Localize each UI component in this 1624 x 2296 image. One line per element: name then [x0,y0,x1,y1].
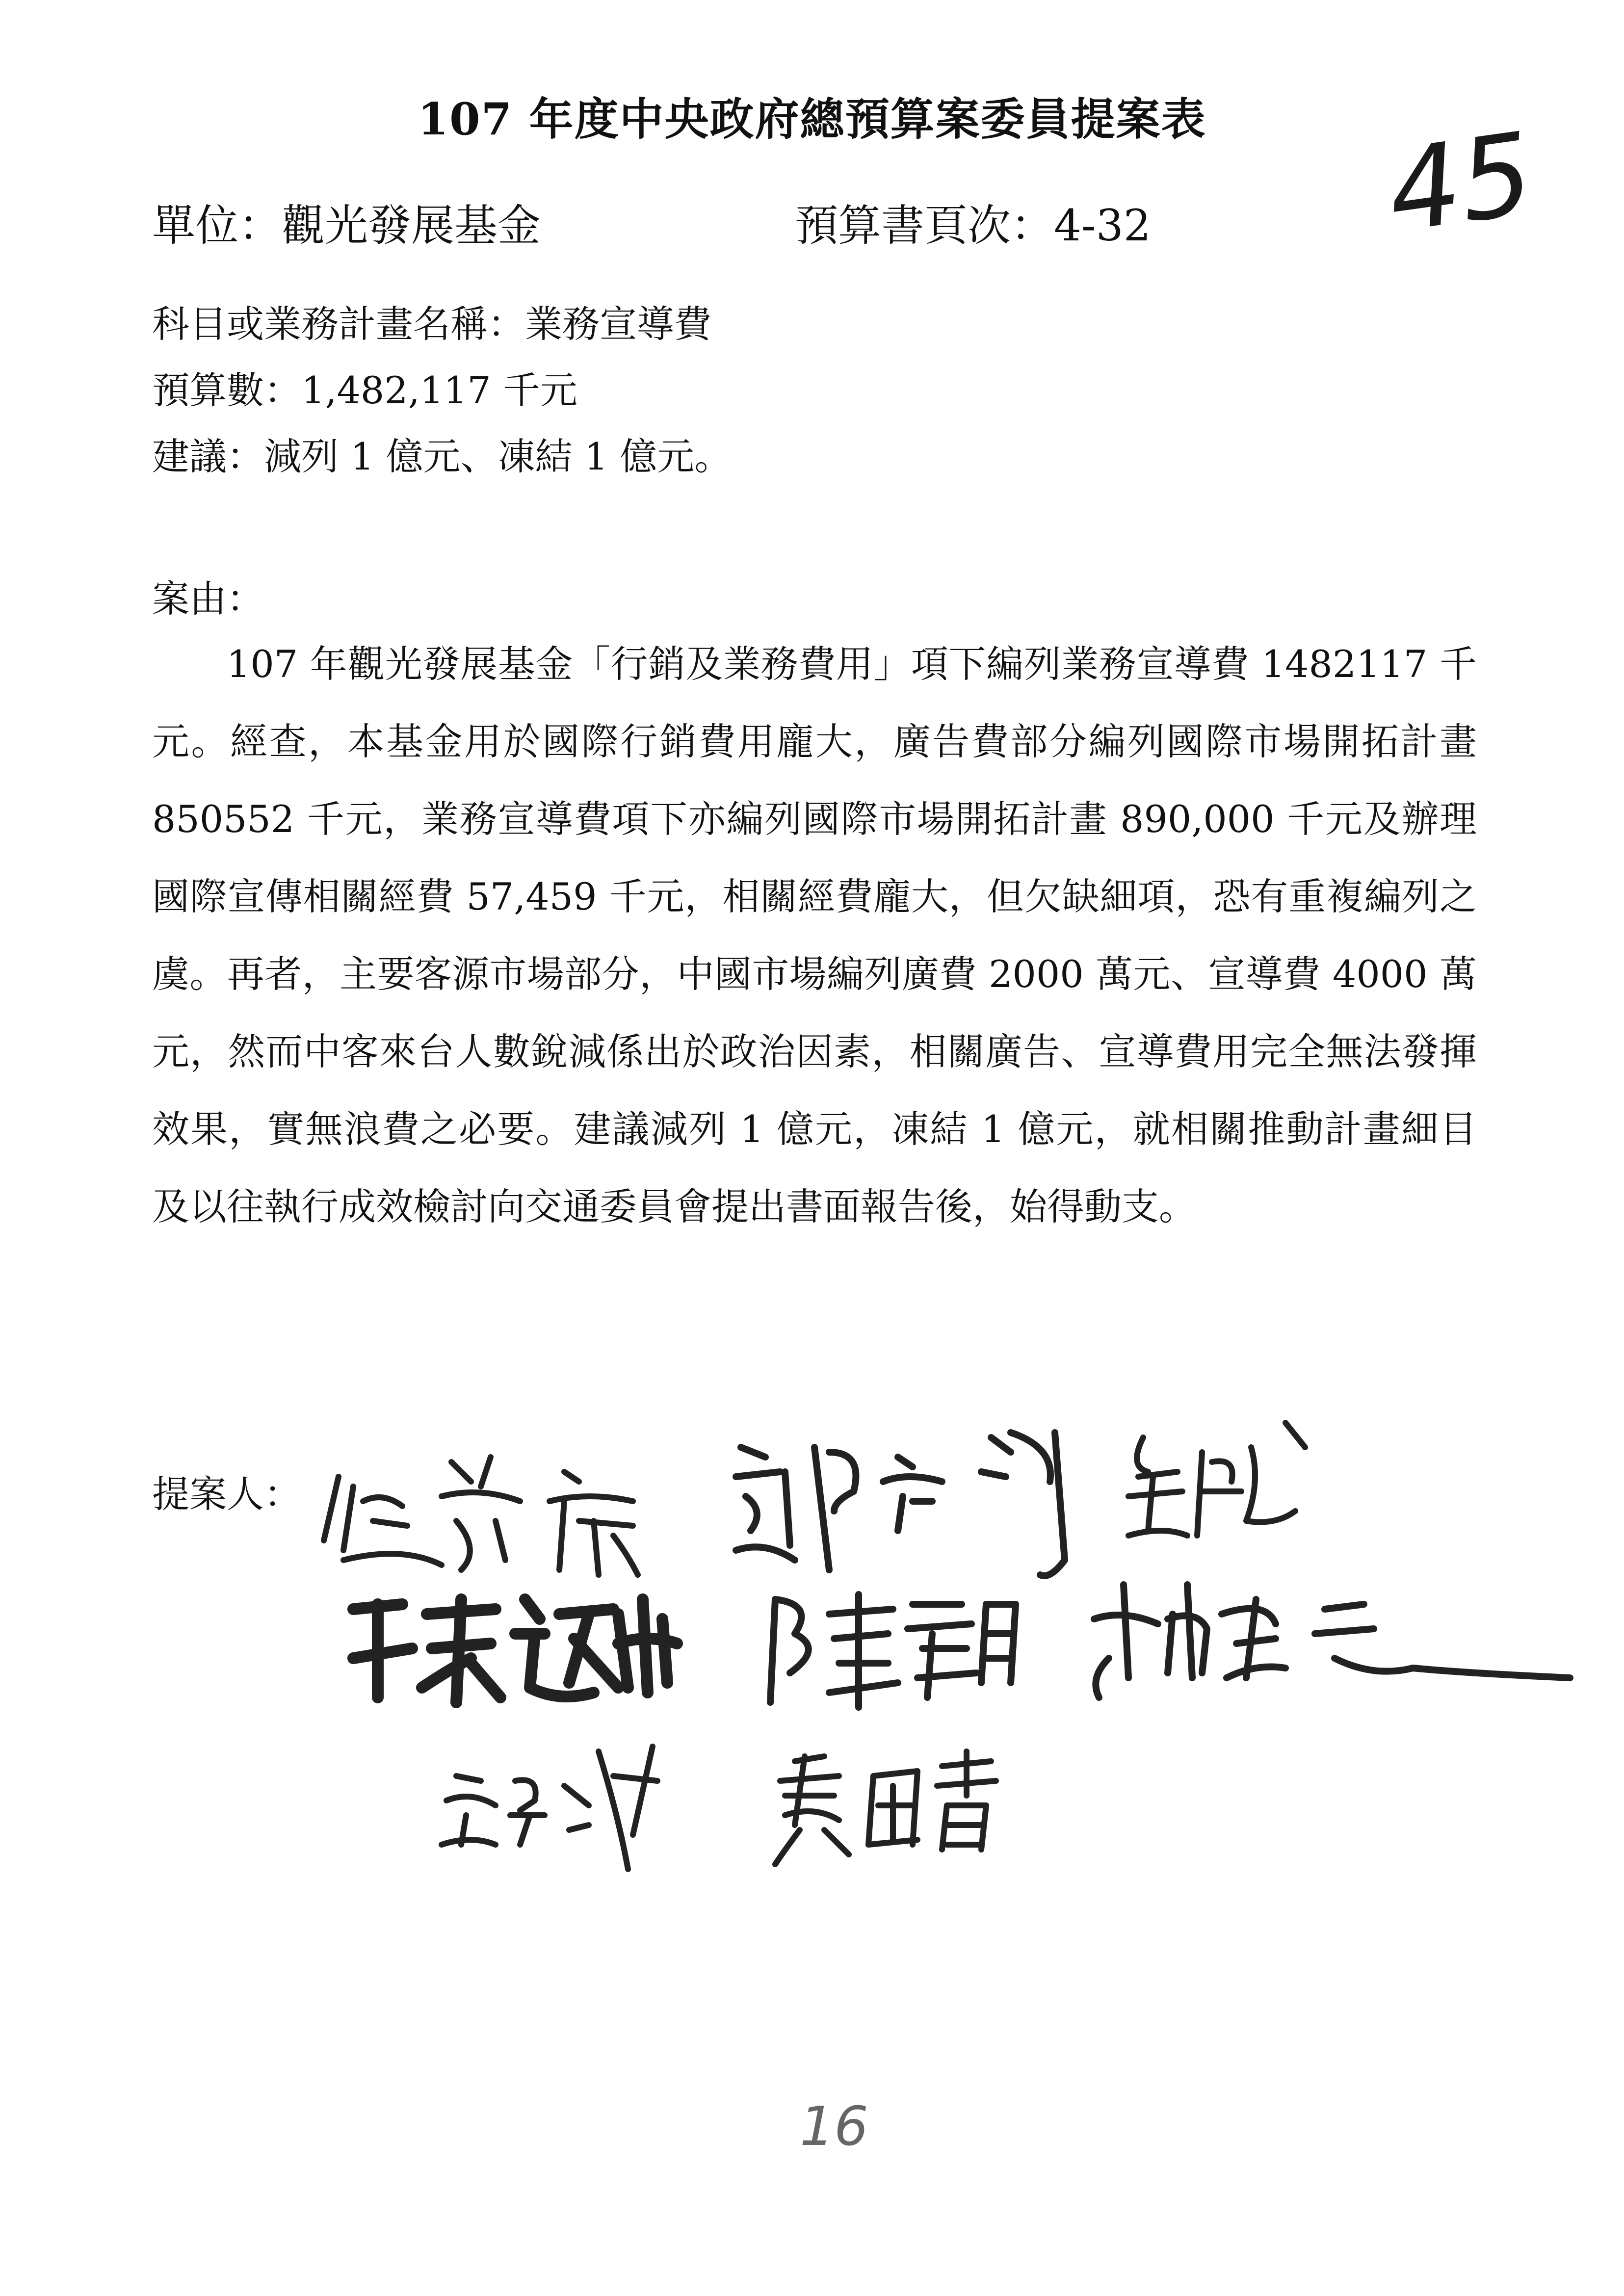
item-name-field: 科目或業務計畫名稱：業務宣導費 [152,302,711,346]
signature-3 [1128,1423,1305,1536]
reason-label: 案由： [152,577,264,621]
reason-paragraph: 107 年觀光發展基金「行銷及業務費用」項下編列業務宣導費 1482117 千元。經查，本基金用於國際行銷費用龐大，廣告費部分編列國際市場開拓計畫 850552 千元，業務宣導費項下亦編列國際市場開拓計畫 890,000 千元及辦理國際宣傳相關經費 57,459 千元，相關經費龐大，但欠缺細項，恐有重複編列之虞。再者，主要客源市場部分，中國市場編列廣費 2000 萬元、宣導費 4000 萬元，然而中客來台人數銳減係出於政治因素，相關廣告、宣導費用完全無法發揮效果，實無浪費之必要。建議減列 1 億元，凍結 1 億元，就相關推動計畫細目及以往執行成效檢討向交通委員會提出書面報告後，始得動支。 [152,642,1477,1228]
signature-2 [736,1433,1065,1576]
handwritten-page-mark: 45 [1380,108,1541,259]
budget-amount-field: 預算數：1,482,117 千元 [152,368,577,412]
signature-7 [442,1747,657,1869]
signature-4 [353,1599,677,1702]
budget-page-field: 預算書頁次：4-32 [795,200,1151,251]
signature-1 [324,1457,638,1575]
unit-field: 單位：觀光發展基金 [152,200,541,251]
proposers-label: 提案人： [152,1472,301,1516]
signature-8 [775,1751,996,1864]
page-title: 107 年度中央政府總預算案委員提案表 [418,93,1206,145]
signature-6 [1094,1585,1570,1697]
handwritten-page-number: 16 [800,2095,868,2158]
suggestion-field: 建議：減列 1 億元、凍結 1 億元。 [152,435,732,478]
signature-5 [770,1594,1016,1707]
